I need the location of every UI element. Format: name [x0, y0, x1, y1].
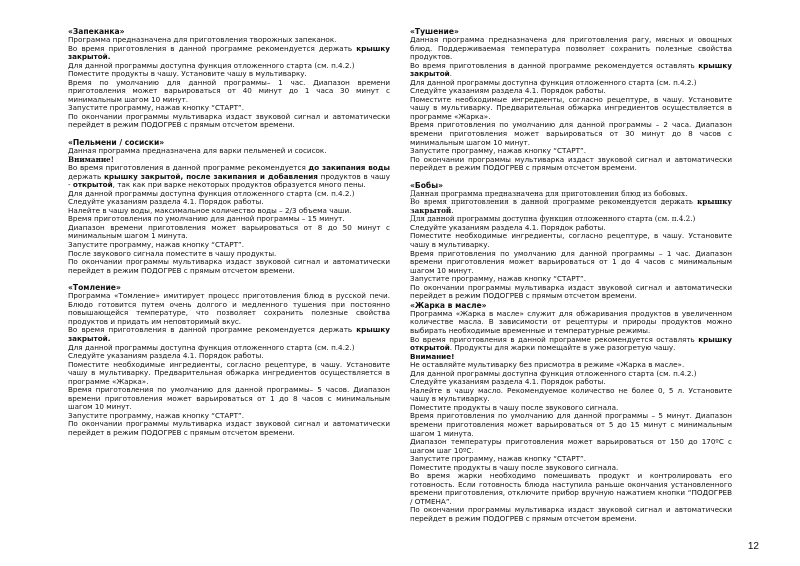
- left-column: [68, 27, 390, 438]
- paragraph: Запустите программу, нажав кнопку “СТАРТ”.: [410, 146, 587, 156]
- paragraph: По окончании программы мультиварка издаст звуковой сигнал и автоматически перейдет в режим ПОДОГРЕВ с прямым отсчетом времени.: [68, 257, 390, 275]
- paragraph: Для данной программы доступна функция отложенного старта (см. п.4.2.): [410, 214, 696, 224]
- section-title-tushenie: «Тушение»: [410, 27, 459, 36]
- paragraph: Налейте в чашу масло. Рекомендуемое количество не более 0, 5 л. Установите чашу в мультиварку.: [410, 385, 732, 404]
- right-column: [410, 27, 732, 524]
- warning-label: Внимание!: [68, 154, 114, 164]
- paragraph: По окончании программы мультиварка издаст звуковой сигнал и автоматически перейдет в режим ПОДОГРЕВ с прямым отсчетом времени.: [68, 419, 390, 437]
- paragraph: Программа предназначена для приготовления творожных запеканок.: [68, 35, 337, 44]
- paragraph: Во время приготовления в данной программе рекомендуется оставлять крышку закрытой.: [410, 60, 732, 79]
- section-title-tomlenie: «Томление»: [68, 283, 121, 293]
- paragraph: Запустите программу, нажав кнопку “СТАРТ”.: [410, 274, 587, 284]
- section-title-pelmeni: «Пельмени / сосиски»: [68, 138, 165, 148]
- paragraph: Следуйте указаниям раздела 4.1. Порядок работы.: [410, 222, 606, 232]
- paragraph: Для данной программы доступна функция отложенного старта (см. п.4.2.): [68, 188, 355, 198]
- paragraph: Налейте в чашу воды, максимальное количество воды – 2/3 объема чаши.: [68, 205, 352, 215]
- paragraph: По окончании программы мультиварка издаст звуковой сигнал и автоматически перейдет в режим ПОДОГРЕВ с прямым отсчетом времени.: [68, 111, 390, 130]
- paragraph: Запустите программу, нажав кнопку “СТАРТ”.: [68, 240, 245, 250]
- paragraph: После звукового сигнала поместите в чашу продукты.: [68, 248, 277, 258]
- paragraph: Диапазон времени приготовления может варьироваться от 8 до 50 минут с минимальным шагом 1 минута.: [68, 222, 390, 241]
- paragraph: Время приготовления по умолчанию для данной программы – 15 минут.: [68, 214, 345, 224]
- paragraph: Во время приготовления в данной программе рекомендуется держать крышку закрытой.: [410, 197, 732, 215]
- paragraph: По окончании программы мультиварка издаст звуковой сигнал и автоматически перейдет в режим ПОДОГРЕВ с прямым отсчетом времени.: [410, 154, 732, 173]
- section-title-boby: «Бобы»: [410, 180, 443, 190]
- paragraph: Следуйте указаниям раздела 4.1. Порядок работы.: [410, 86, 606, 96]
- paragraph: Для данной программы доступна функция отложенного старта (см. п.4.2.): [68, 60, 355, 70]
- paragraph: Запустите программу, нажав кнопку “СТАРТ”.: [68, 410, 245, 420]
- paragraph: Поместите продукты в чашу после звукового сигнала.: [410, 402, 619, 412]
- paragraph: Диапазон температуры приготовления может варьироваться от 150 до 170ºС с шагом шаг 10ºС.: [410, 437, 732, 455]
- section-title-zapekanka: «Запеканка»: [68, 27, 125, 36]
- paragraph: По окончании программы мультиварка издаст звуковой сигнал и автоматически перейдет в режим ПОДОГРЕВ с прямым отсчетом времени.: [410, 505, 732, 523]
- paragraph: По окончании программы мультиварка издаст звуковой сигнал и автоматически перейдет в режим ПОДОГРЕВ с прямым отсчетом времени.: [410, 282, 732, 301]
- paragraph: Следуйте указаниям раздела 4.1. Порядок работы.: [68, 197, 264, 207]
- paragraph: Следуйте указаниям раздела 4.1. Порядок работы.: [68, 351, 264, 361]
- paragraph: Во время приготовления в данной программе рекомендуется до закипания воды держать крышку закрытой, после закипания и добавления продуктов в чашу - открытой, так как при варке некоторых продуктов образуется много пены.: [68, 163, 390, 190]
- paragraph: Поместите необходимые ингредиенты, согласно рецептуре, в чашу. Установите чашу в мультиварку.: [410, 231, 732, 250]
- paragraph: Поместите продукты в чашу после звукового сигнала.: [410, 462, 619, 472]
- paragraph: Во время жарки необходимо помешивать продукт и контролировать его готовность. Если готовность блюда наступила раньше окончания установленного времени приготовления, отключите прибор вручную нажатием кнопки “ПОДОГРЕВ / ОТМЕНА”.: [410, 471, 732, 506]
- paragraph: Во время приготовления в данной программе рекомендуется держать крышку закрытой.: [68, 325, 390, 343]
- paragraph: Поместите необходимые ингредиенты, согласно рецептуре, в чашу. Установите чашу в мультиварку. Предварительная обжарка ингредиентов осуществляется в программе «Жарка».: [410, 94, 732, 121]
- paragraph: Поместите продукты в чашу. Установите чашу в мультиварку.: [68, 69, 307, 79]
- paragraph: Для данной программы доступна функция отложенного старта (см. п.4.2.): [68, 342, 355, 352]
- paragraph: Во время приготовления в данной программе рекомендуется держать крышку закрытой.: [68, 43, 390, 62]
- paragraph: Время приготовления по умолчанию для данной программы – 5 минут. Диапазон времени приготовления может варьироваться от 5 до 15 минут с минимальным шагом 1 минута.: [410, 411, 732, 438]
- paragraph: Для данной программы доступна функция отложенного старта (см. п.4.2.): [410, 77, 697, 87]
- paragraph: Данная программа предназначена для приготовления рагу, мясных и овощных блюд. Поддерживаемая температура позволяет сохранить полезные свойства продуктов.: [410, 35, 732, 62]
- paragraph: Время приготовления по умолчанию для данной программы – 1 час. Диапазон времени приготовления может варьироваться от 1 до 4 часов с минимальным шагом 10 минут.: [410, 248, 732, 275]
- paragraph: Во время приготовления в данной программе рекомендуется оставлять крышку открытой. Продукты для жарки помещайте в уже разогретую чашу.: [410, 334, 732, 353]
- paragraph: Время по умолчанию для данной программы– 1 час. Диапазон времени приготовления может варьироваться от 40 минут до 1 часа 30 минут с минимальным шагом 10 минут.: [68, 77, 390, 104]
- paragraph: Данная программа предназначена для варки пельменей и сосисок.: [68, 146, 327, 156]
- paragraph: Время приготовления по умолчанию для данной программы – 2 часа. Диапазон времени приготовления может варьироваться от 30 минут до 8 часов с минимальным шагом 10 минут.: [410, 120, 732, 147]
- warning-label: Внимание!: [410, 351, 455, 361]
- paragraph: Программа «Жарка в масле» служит для обжаривания продуктов в увеличенном количестве масла. В зависимости от рецептуры и природы продуктов можно выбирать необходимые временные и температурные режимы.: [410, 308, 732, 335]
- section-title-zharka-v-masle: «Жарка в масле»: [410, 300, 487, 310]
- page-number: 12: [747, 541, 759, 552]
- paragraph: Запустите программу, нажав кнопку “СТАРТ”.: [68, 103, 245, 113]
- paragraph: Программа «Томление» имитирует процесс приготовления блюд в русской печи. Блюдо готовится путем очень долгого и медленного тушения при постоянно повышающейся температуре, что позволяет сохранить полезные свойства продуктов и придать им неповторимый вкус.: [68, 291, 390, 326]
- paragraph: Поместите необходимые ингредиенты, согласно рецептуре, в чашу. Установите чашу в мультиварку. Предварительная обжарка ингредиентов осуществляется в программе «Жарка».: [68, 359, 390, 386]
- paragraph: Данная программа предназначена для приготовления блюд из бобовых.: [410, 188, 688, 198]
- paragraph: Запустите программу, нажав кнопку “СТАРТ”.: [410, 454, 587, 464]
- paragraph: Не оставляйте мультиварку без присмотра в режиме «Жарка в масле».: [410, 360, 685, 370]
- paragraph: Для данной программы доступна функция отложенного старта (см. п.4.2.): [410, 368, 697, 378]
- paragraph: Следуйте указаниям раздела 4.1. Порядок работы.: [410, 377, 606, 387]
- paragraph: Время приготовления по умолчанию для данной программы– 5 часов. Диапазон времени приготовления может варьироваться от 1 до 8 часов с минимальным шагом 10 минут.: [68, 385, 390, 412]
